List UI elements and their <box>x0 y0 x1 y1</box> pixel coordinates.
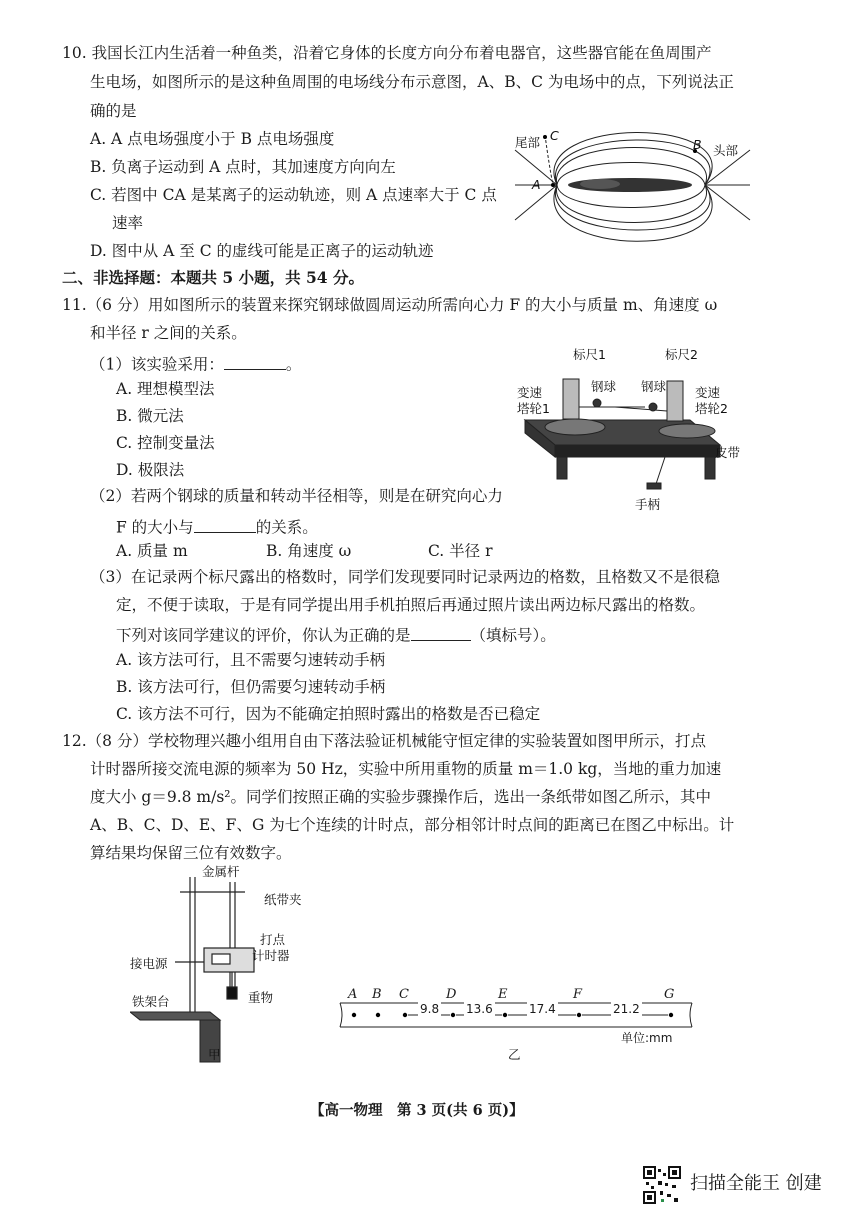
q11-part1-option-a: A. 理想模型法 <box>116 380 215 398</box>
q11-part3-option-c: C. 该方法不可行，因为不能确定拍照时露出的格数是否已稳定 <box>116 705 541 723</box>
q11-part3-option-a: A. 该方法可行，且不需要匀速转动手柄 <box>116 651 386 669</box>
fig-label-c: C <box>550 128 559 143</box>
q11-stem-line1: 11.（6 分）用如图所示的装置来探究钢球做圆周运动所需向心力 F 的大小与质量 m、角速度 ω <box>62 296 718 314</box>
tape-point-e: E <box>498 987 508 1002</box>
answer-blank[interactable] <box>411 624 471 641</box>
q12-line1: 12.（8 分）学校物理兴趣小组用自由下落法验证机械能守恒定律的实验装置如图甲所示，打点 <box>62 732 706 750</box>
q10-option-b: B. 负离子运动到 A 点时，其加速度方向向左 <box>90 158 396 176</box>
tape-point-b: B <box>372 987 382 1002</box>
q11-part3-line3 <box>116 624 556 645</box>
label-power: 接电源 <box>130 956 168 971</box>
tape-point-g: G <box>664 987 675 1002</box>
q12-line5: 算结果均保留三位有效数字。 <box>90 844 292 862</box>
free-fall-apparatus-figure <box>130 862 330 1072</box>
tape-distance-cd: 9.8 <box>420 1002 440 1016</box>
q11-part1-option-c: C. 控制变量法 <box>116 434 215 452</box>
answer-blank[interactable] <box>224 353 286 370</box>
label-timer2: 计时器 <box>252 948 290 963</box>
q10-option-c-line2: 速率 <box>112 214 144 232</box>
q12-line4: A、B、C、D、E、F、G 为七个连续的计时点，部分相邻计时点间的距离已在图乙中标出。计 <box>90 816 735 834</box>
tape-point-f: F <box>573 987 583 1002</box>
q10-stem-line3: 确的是 <box>90 102 137 120</box>
q12-line2: 计时器所接交流电源的频率为 50 Hz，实验中所用重物的质量 m＝1.0 kg，当地的重力加速 <box>90 760 722 778</box>
q11-part2-end: 的关系。 <box>255 518 318 537</box>
q11-part1-end: 。 <box>285 355 302 374</box>
q11-part3-end: （填标号）。 <box>470 626 556 645</box>
label-ruler2: 标尺2 <box>665 347 698 362</box>
label-timer1: 打点 <box>260 932 286 947</box>
electric-field-figure <box>505 125 755 260</box>
label-wheel1a: 变速 <box>517 385 543 400</box>
page-footer: 【高一物理 第 3 页(共 6 页)】 <box>310 1102 524 1119</box>
label-ball2: 钢球 <box>641 379 667 394</box>
q10-stem-line1: 10. 我国长江内生活着一种鱼类，沿着它身体的长度方向分布着电器官，这些器官能在鱼周围产 <box>62 44 712 62</box>
tape-point-c: C <box>399 987 409 1002</box>
figure-caption-jia: 甲 <box>208 1047 221 1062</box>
q10-option-a: A. A 点电场强度小于 B 点电场强度 <box>90 130 335 148</box>
figure-caption-yi: 乙 <box>508 1047 521 1062</box>
q11-part2-line2 <box>116 516 318 537</box>
label-belt: 皮带 <box>715 445 741 460</box>
tape-point-d: D <box>446 987 457 1002</box>
tape-distance-ef: 17.4 <box>529 1002 556 1016</box>
q11-part3-line1: （3）在记录两个标尺露出的格数时，同学们发现要同时记录两边的格数，且格数又不是很稳 <box>90 568 720 586</box>
q11-part1 <box>90 353 301 374</box>
label-clip: 纸带夹 <box>264 892 302 907</box>
tape-distance-de: 13.6 <box>466 1002 493 1016</box>
label-wheel2b: 塔轮2 <box>695 401 728 416</box>
q12-line3: 度大小 g＝9.8 m/s²。同学们按照正确的实验步骤操作后，选出一条纸带如图乙所示，其中 <box>90 788 712 806</box>
answer-blank[interactable] <box>194 516 256 533</box>
tape-point-a: A <box>348 987 358 1002</box>
paper-tape-figure <box>338 985 698 1065</box>
q11-part2-option-c: C. 半径 r <box>428 542 493 560</box>
label-wheel1b: 塔轮1 <box>517 401 550 416</box>
q11-part2-text: F 的大小与 <box>116 518 194 537</box>
scanner-watermark: 扫描全能王 创建 <box>690 1173 822 1194</box>
fig-label-a: A <box>532 177 541 192</box>
q10-stem-line2: 生电场，如图所示的是这种鱼周围的电场线分布示意图，A、B、C 为电场中的点，下列说法正 <box>90 73 734 91</box>
label-stand: 铁架台 <box>132 994 170 1009</box>
label-rod: 金属杆 <box>202 864 240 879</box>
q11-part1-option-d: D. 极限法 <box>116 461 185 479</box>
fig-label-b: B <box>693 137 702 152</box>
q11-part2-option-b: B. 角速度 ω <box>266 542 352 560</box>
q11-part2-option-a: A. 质量 m <box>116 542 188 560</box>
label-handle: 手柄 <box>635 497 661 512</box>
q11-part3-line2: 定，不便于读取，于是有同学提出用手机拍照后再通过照片读出两边标尺露出的格数。 <box>116 596 706 614</box>
q10-option-d: D. 图中从 A 至 C 的虚线可能是正离子的运动轨迹 <box>90 242 434 260</box>
q10-option-c-line1: C. 若图中 CA 是某离子的运动轨迹，则 A 点速率大于 C 点 <box>90 186 497 204</box>
section-heading: 二、非选择题：本题共 5 小题，共 54 分。 <box>62 268 364 287</box>
fig-label-tail: 尾部 <box>515 135 541 150</box>
centripetal-apparatus-figure <box>515 345 750 515</box>
label-weight: 重物 <box>248 990 274 1005</box>
q11-part3-text: 下列对该同学建议的评价，你认为正确的是 <box>116 626 411 645</box>
q11-part2-line1: （2）若两个钢球的质量和转动半径相等，则是在研究向心力 <box>90 487 503 505</box>
tape-distance-fg: 21.2 <box>613 1002 640 1016</box>
q11-part3-option-b: B. 该方法可行，但仍需要匀速转动手柄 <box>116 678 386 696</box>
q11-stem-line2: 和半径 r 之间的关系。 <box>90 324 247 342</box>
tape-unit: 单位:mm <box>621 1031 673 1045</box>
fig-label-head: 头部 <box>713 143 739 158</box>
label-wheel2a: 变速 <box>695 385 721 400</box>
label-ruler1: 标尺1 <box>573 347 606 362</box>
q11-part1-option-b: B. 微元法 <box>116 407 184 425</box>
q11-part1-text: （1）该实验采用： <box>90 355 224 374</box>
label-ball1: 钢球 <box>591 379 617 394</box>
qr-code-icon <box>642 1165 682 1205</box>
